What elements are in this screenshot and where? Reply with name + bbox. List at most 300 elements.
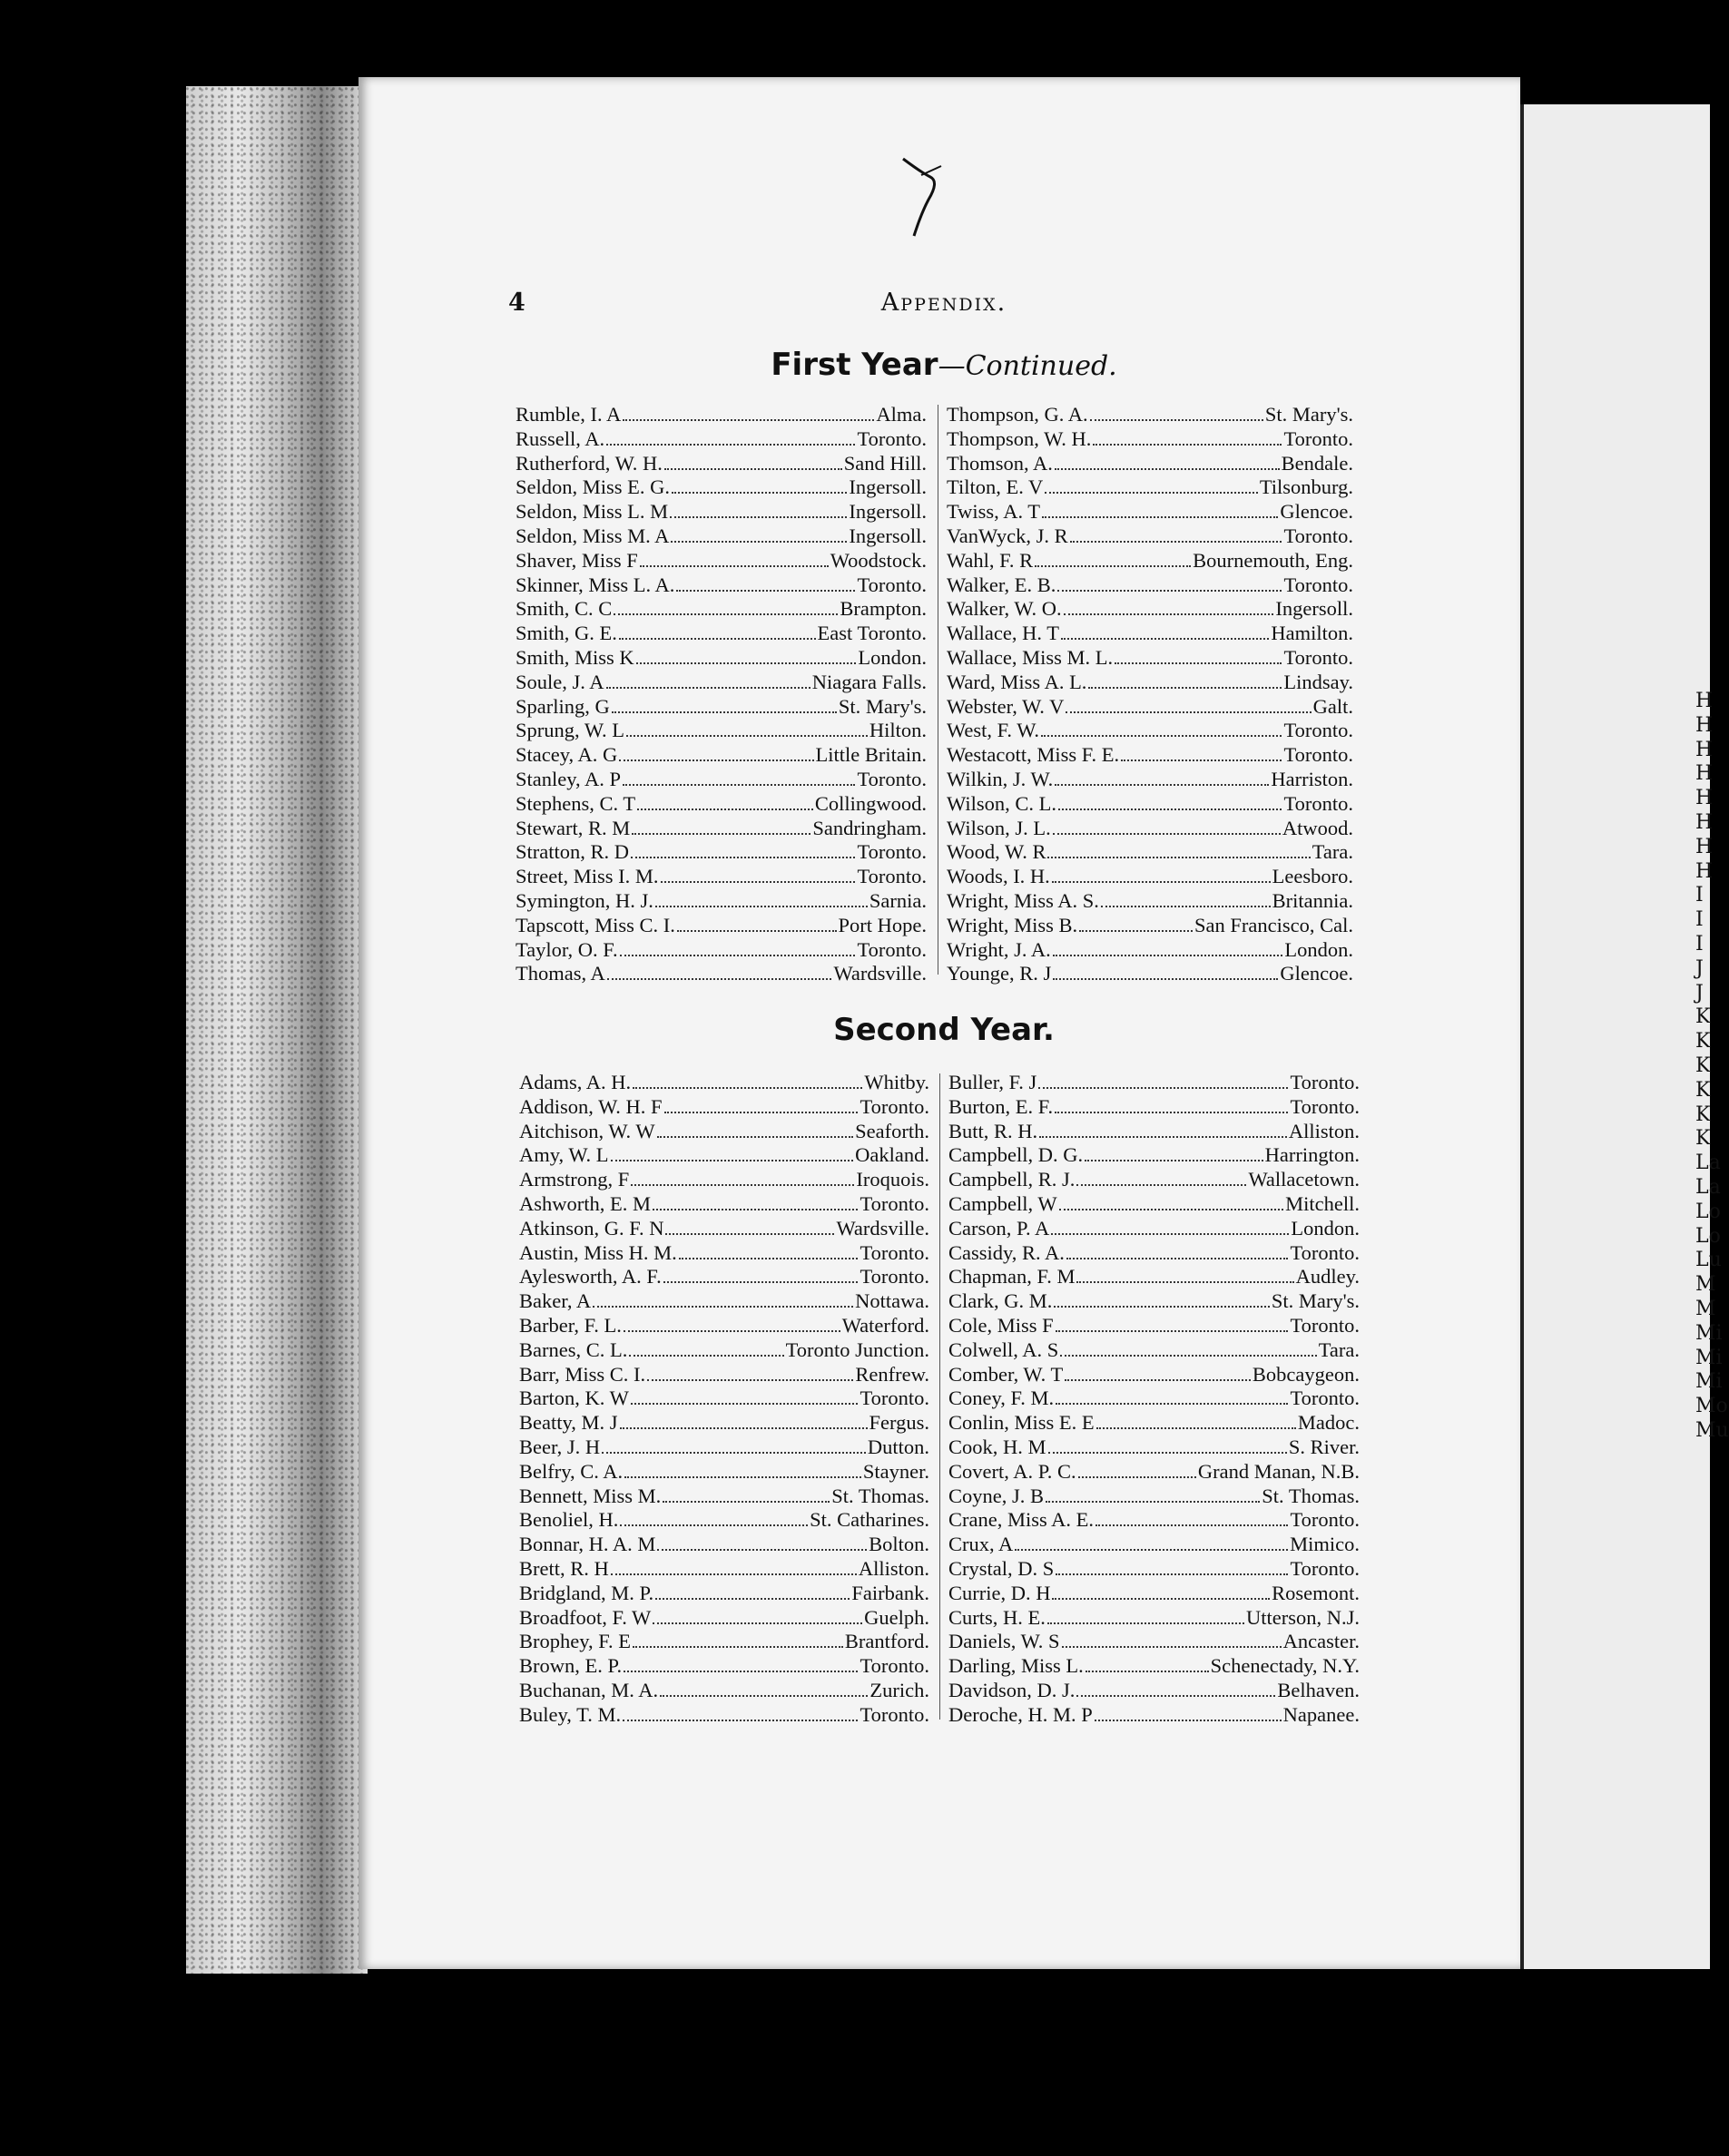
- dot-leader: [660, 1695, 868, 1697]
- hometown: Toronto.: [860, 1191, 929, 1215]
- dot-leader: [606, 444, 855, 446]
- roster-entry: [947, 719, 1353, 743]
- hometown: San Francisco, Cal.: [1194, 913, 1353, 936]
- facing-page-letter: M: [1695, 1273, 1716, 1297]
- roster-entry: [948, 1703, 1360, 1728]
- roster-entry: [947, 840, 1353, 865]
- dot-leader: [614, 613, 838, 615]
- roster-entry: [948, 1508, 1360, 1533]
- student-name: Barton, K. W: [519, 1387, 629, 1410]
- roster-entry: [948, 1533, 1360, 1557]
- facing-page-letter: H: [1695, 690, 1714, 712]
- hometown: Britannia.: [1272, 888, 1353, 912]
- roster-entry: [948, 1314, 1360, 1338]
- roster-entry: [947, 743, 1353, 768]
- hometown: Utterson, N.J.: [1246, 1605, 1360, 1629]
- hometown: Sand Hill.: [843, 451, 927, 475]
- facing-page-letter: K: [1695, 1054, 1711, 1077]
- facing-page-letter: J: [1695, 981, 1704, 1004]
- dot-leader: [624, 1330, 840, 1332]
- hometown: Toronto.: [1283, 426, 1353, 450]
- student-name: Webster, W. V: [947, 694, 1065, 718]
- student-name: Wright, J. A.: [947, 937, 1051, 961]
- dot-leader: [637, 808, 813, 810]
- hometown: Galt.: [1312, 694, 1353, 718]
- student-name: Addison, W. H. F: [519, 1094, 663, 1118]
- student-name: Woods, I. H.: [947, 865, 1050, 888]
- hometown: St. Catharines.: [810, 1508, 929, 1532]
- facing-page-letter: Lo: [1695, 1224, 1721, 1248]
- section-title-suffix: .: [1042, 1012, 1055, 1048]
- student-name: Smith, C. C: [516, 597, 613, 621]
- hometown: Tilsonburg.: [1259, 475, 1353, 499]
- student-name: Curts, H. E.: [948, 1605, 1046, 1629]
- student-name: Symington, H. J.: [516, 888, 653, 912]
- roster-entry: [947, 695, 1353, 720]
- dot-leader: [1046, 1501, 1260, 1503]
- facing-page-letter: K: [1695, 1005, 1711, 1029]
- hometown: Belhaven.: [1277, 1678, 1360, 1701]
- hometown: Wallacetown.: [1248, 1168, 1360, 1191]
- roster-entry: [947, 792, 1353, 817]
- dot-leader: [1055, 1112, 1288, 1113]
- second-year-left-column: [519, 1071, 929, 1728]
- facing-page-letter: K: [1695, 1127, 1711, 1151]
- roster-entry: [948, 1363, 1360, 1387]
- roster-entry: [947, 475, 1353, 500]
- roster-entry: [519, 1557, 929, 1582]
- student-name: Stewart, R. M: [516, 816, 631, 839]
- roster-entry: [519, 1654, 929, 1679]
- dot-leader: [1115, 662, 1282, 664]
- dot-leader: [1056, 1403, 1288, 1405]
- dot-leader: [663, 1501, 830, 1503]
- hometown: Alma.: [876, 403, 927, 426]
- facing-page-letter: K: [1695, 1078, 1711, 1102]
- hometown: St. Mary's.: [838, 694, 927, 718]
- hometown: East Toronto.: [817, 622, 927, 645]
- roster-entry: [519, 1071, 929, 1095]
- hometown: Atwood.: [1282, 816, 1353, 839]
- hometown: Wardsville.: [833, 962, 927, 985]
- hometown: Toronto.: [1283, 645, 1353, 669]
- student-name: Amy, W. L: [519, 1143, 609, 1167]
- student-name: Davidson, D. J.: [948, 1678, 1076, 1701]
- dot-leader: [1015, 1549, 1288, 1551]
- dot-leader: [1096, 1427, 1296, 1429]
- student-name: Younge, R. J: [947, 962, 1052, 985]
- hometown: St. Thomas.: [1262, 1484, 1360, 1507]
- dot-leader: [619, 638, 816, 640]
- hometown: Toronto.: [1290, 1508, 1360, 1532]
- hometown: Toronto.: [857, 767, 927, 790]
- roster-entry: [947, 768, 1353, 792]
- hometown: Niagara Falls.: [811, 670, 927, 693]
- student-name: Daniels, W. S: [948, 1630, 1060, 1653]
- roster-entry: [519, 1387, 929, 1411]
- roster-entry: [519, 1508, 929, 1533]
- facing-page-letter: La: [1695, 1152, 1721, 1175]
- hometown: Madoc.: [1297, 1411, 1360, 1435]
- student-name: Coyne, J. B: [948, 1484, 1045, 1507]
- roster-entry: [948, 1557, 1360, 1582]
- roster-entry: [948, 1143, 1360, 1168]
- student-name: West, F. W.: [947, 719, 1040, 742]
- student-name: Crane, Miss A. E.: [948, 1508, 1094, 1532]
- page-header: [508, 289, 1380, 325]
- hometown: Toronto.: [1283, 791, 1353, 815]
- student-name: Beer, J. H: [519, 1435, 601, 1458]
- roster-entry: [948, 1485, 1360, 1509]
- hometown: Fergus.: [869, 1411, 929, 1435]
- book-page-edges: [186, 86, 368, 1974]
- student-name: Buchanan, M. A.: [519, 1678, 659, 1701]
- hometown: Rosemont.: [1272, 1581, 1360, 1604]
- hometown: Ingersoll.: [1275, 597, 1353, 621]
- dot-leader: [664, 1112, 859, 1113]
- roster-entry: [948, 1436, 1360, 1460]
- hometown: S. River.: [1288, 1435, 1360, 1458]
- hometown: Guelph.: [864, 1605, 929, 1629]
- roster-entry: [519, 1630, 929, 1654]
- student-name: Stanley, A. P: [516, 767, 622, 790]
- dot-leader: [1054, 1306, 1269, 1308]
- roster-entry: [516, 914, 927, 938]
- hometown: Oakland.: [855, 1143, 929, 1167]
- dot-leader: [1042, 516, 1278, 518]
- roster-entry: [947, 865, 1353, 889]
- hometown: Toronto.: [857, 573, 927, 596]
- roster-entry: [947, 500, 1353, 524]
- hometown: Toronto.: [1290, 1071, 1360, 1093]
- student-name: Skinner, Miss L. A.: [516, 573, 675, 596]
- dot-leader: [1051, 1233, 1289, 1235]
- student-name: Atkinson, G. F. N: [519, 1216, 664, 1240]
- dot-leader: [623, 1720, 858, 1721]
- page-number: 4: [508, 289, 526, 317]
- dot-leader: [1052, 1598, 1270, 1600]
- roster-entry: [516, 719, 927, 743]
- hometown: St. Mary's.: [1264, 403, 1353, 426]
- hometown: Stayner.: [862, 1459, 929, 1483]
- roster-entry: [516, 865, 927, 889]
- roster-entry: [516, 524, 927, 549]
- student-name: Thompson, W. H.: [947, 426, 1092, 450]
- facing-page-letter: J: [1695, 956, 1704, 980]
- roster-entry: [947, 962, 1353, 986]
- roster-entry: [519, 1606, 929, 1631]
- hometown: Bendale.: [1281, 451, 1353, 475]
- dot-leader: [631, 1184, 854, 1186]
- facing-page-letter: Lu: [1695, 1249, 1722, 1272]
- student-name: Seldon, Miss M. A: [516, 524, 670, 547]
- dot-leader: [647, 1379, 853, 1381]
- roster-entry: [519, 1703, 929, 1728]
- dot-leader: [1062, 1646, 1282, 1648]
- roster-entry: [516, 427, 927, 452]
- student-name: Chapman, F. M: [948, 1265, 1076, 1289]
- student-name: Tilton, E. V: [947, 475, 1044, 499]
- hometown: Toronto.: [1290, 1556, 1360, 1580]
- hometown: Audley.: [1295, 1265, 1360, 1289]
- ink-mark: [894, 150, 948, 250]
- student-name: Brown, E. P.: [519, 1654, 623, 1678]
- student-name: Wright, Miss A. S.: [947, 888, 1099, 912]
- student-name: Twiss, A. T: [947, 500, 1041, 524]
- student-name: Burton, E. F.: [948, 1094, 1054, 1118]
- dot-leader: [631, 1403, 859, 1405]
- roster-entry: [516, 792, 927, 817]
- roster-entry: [516, 962, 927, 986]
- hometown: Toronto.: [1283, 743, 1353, 767]
- facing-page-letter: Mi: [1695, 1346, 1723, 1369]
- dot-leader: [1035, 565, 1191, 567]
- dot-leader: [629, 1355, 783, 1357]
- student-name: Darling, Miss L.: [948, 1654, 1084, 1678]
- roster-entry: [947, 597, 1353, 622]
- student-name: Campbell, W: [948, 1191, 1057, 1215]
- roster-entry: [516, 549, 927, 573]
- facing-page-letter: H: [1695, 810, 1714, 834]
- hometown: Port Hope.: [838, 913, 927, 936]
- dot-leader: [657, 1136, 854, 1138]
- dot-leader: [1085, 1160, 1263, 1161]
- dot-leader: [1093, 444, 1282, 446]
- student-name: Russell, A.: [516, 426, 605, 450]
- roster-entry: [948, 1241, 1360, 1266]
- hometown: Brampton.: [840, 597, 927, 621]
- hometown: Ingersoll.: [849, 475, 927, 499]
- student-name: Stacey, A. G: [516, 743, 618, 767]
- dot-leader: [607, 978, 832, 980]
- dot-leader: [671, 541, 847, 543]
- dot-leader: [626, 735, 868, 737]
- dot-leader: [677, 930, 837, 932]
- hometown: Dutton.: [867, 1435, 929, 1458]
- student-name: Tapscott, Miss C. I.: [516, 913, 675, 936]
- hometown: Tara.: [1318, 1338, 1360, 1361]
- student-name: Clark, G. M.: [948, 1289, 1053, 1313]
- hometown: Alliston.: [858, 1556, 929, 1580]
- hometown: Mitchell.: [1285, 1191, 1360, 1215]
- hometown: Leesboro.: [1272, 865, 1353, 888]
- roster-entry: [948, 1582, 1360, 1606]
- roster-entry: [947, 671, 1353, 695]
- facing-page-letter: M: [1695, 1297, 1716, 1320]
- hometown: Toronto.: [857, 865, 927, 888]
- second-year-right-column: [948, 1071, 1360, 1728]
- roster-entry: [519, 1120, 929, 1144]
- roster-entry: [947, 622, 1353, 646]
- dot-leader: [1079, 930, 1193, 932]
- hometown: Schenectady, N.Y.: [1210, 1654, 1360, 1678]
- dot-leader: [1066, 1258, 1289, 1259]
- student-name: Rumble, I. A: [516, 403, 622, 426]
- hometown: Bournemouth, Eng.: [1193, 548, 1353, 572]
- roster-entry: [947, 452, 1353, 476]
- hometown: Toronto.: [857, 426, 927, 450]
- hometown: Hilton.: [869, 719, 927, 742]
- student-name: Carson, P. A: [948, 1216, 1050, 1240]
- roster-entry: [519, 1192, 929, 1217]
- roster-entry: [947, 549, 1353, 573]
- dot-leader: [633, 1087, 862, 1089]
- hometown: Whitby.: [864, 1071, 929, 1093]
- roster-entry: [948, 1120, 1360, 1144]
- student-name: Taylor, O. F.: [516, 937, 618, 961]
- dot-leader: [1095, 1720, 1282, 1721]
- roster-entry: [947, 938, 1353, 963]
- dot-leader: [1090, 419, 1263, 421]
- student-name: Brett, R. H: [519, 1556, 609, 1580]
- roster-entry: [516, 695, 927, 720]
- dot-leader: [1065, 1379, 1251, 1381]
- dot-leader: [1088, 687, 1282, 689]
- student-name: Covert, A. P. C.: [948, 1459, 1076, 1483]
- dot-leader: [1057, 590, 1282, 592]
- roster-entry: [948, 1606, 1360, 1631]
- dot-leader: [661, 881, 856, 883]
- student-name: Seldon, Miss L. M: [516, 500, 669, 524]
- roster-entry: [948, 1411, 1360, 1436]
- first-year-right-column: [947, 403, 1353, 986]
- roster-entry: [948, 1460, 1360, 1485]
- roster-entry: [519, 1314, 929, 1338]
- student-name: Rutherford, W. H.: [516, 451, 663, 475]
- dot-leader: [664, 468, 842, 470]
- student-name: Westacott, Miss F. E.: [947, 743, 1120, 767]
- roster-entry: [519, 1241, 929, 1266]
- dot-leader: [1053, 955, 1283, 956]
- hometown: Sarnia.: [869, 888, 927, 912]
- roster-entry: [516, 671, 927, 695]
- dot-leader: [1059, 1209, 1284, 1210]
- facing-page-letter: I: [1695, 932, 1704, 956]
- student-name: Buley, T. M.: [519, 1702, 622, 1726]
- roster-entry: [947, 403, 1353, 427]
- section-title-first-year: [508, 347, 1380, 383]
- roster-entry: [516, 938, 927, 963]
- student-name: Walker, W. O.: [947, 597, 1062, 621]
- student-name: Aylesworth, A. F.: [519, 1265, 662, 1289]
- hometown: Toronto.: [1290, 1094, 1360, 1118]
- student-name: Wilkin, J. W.: [947, 767, 1054, 790]
- dot-leader: [657, 1549, 867, 1551]
- student-name: Sprung, W. L: [516, 719, 625, 742]
- dot-leader: [653, 1209, 858, 1210]
- dot-leader: [602, 1452, 866, 1454]
- dot-leader: [1060, 1355, 1316, 1357]
- hometown: Toronto.: [857, 937, 927, 961]
- dot-leader: [1038, 1087, 1288, 1089]
- hometown: Toronto Junction.: [785, 1338, 929, 1361]
- student-name: Wahl, F. R: [947, 548, 1034, 572]
- facing-page-letters: [1695, 690, 1729, 1444]
- student-name: Thomson, A.: [947, 451, 1053, 475]
- facing-page-letter: La: [1695, 1175, 1721, 1199]
- roster-entry: [947, 889, 1353, 914]
- roster-entry: [947, 427, 1353, 452]
- dot-leader: [1076, 1184, 1246, 1186]
- dot-leader: [1047, 1622, 1244, 1624]
- dot-leader: [620, 1524, 808, 1526]
- dot-leader: [623, 784, 855, 786]
- student-name: Brophey, F. E: [519, 1630, 631, 1653]
- student-name: Smith, Miss K: [516, 645, 634, 669]
- roster-entry: [516, 768, 927, 792]
- dot-leader: [655, 1598, 850, 1600]
- hometown: Ingersoll.: [849, 500, 927, 524]
- running-head: Appendix.: [880, 289, 1007, 317]
- facing-page-letter: H: [1695, 762, 1714, 786]
- student-name: Smith, G. E.: [516, 622, 617, 645]
- roster-entry: [516, 403, 927, 427]
- student-name: Benoliel, H.: [519, 1508, 619, 1532]
- facing-page-letter: Mi: [1695, 1321, 1723, 1345]
- student-name: Colwell, A. S: [948, 1338, 1059, 1361]
- hometown: Iroquois.: [856, 1168, 929, 1191]
- column-divider: [939, 1073, 940, 1720]
- roster-entry: [947, 646, 1353, 671]
- roster-entry: [948, 1387, 1360, 1411]
- facing-page-letter: Lo: [1695, 1200, 1721, 1223]
- student-name: Crux, A: [948, 1533, 1014, 1556]
- hometown: Toronto.: [860, 1387, 929, 1410]
- roster-entry: [519, 1411, 929, 1436]
- roster-entry: [519, 1143, 929, 1168]
- student-name: Bennett, Miss M.: [519, 1484, 662, 1507]
- roster-entry: [948, 1289, 1360, 1314]
- hometown: Harrington.: [1264, 1143, 1360, 1167]
- roster-entry: [519, 1168, 929, 1192]
- roster-entry: [519, 1460, 929, 1485]
- student-name: Barr, Miss C. I.: [519, 1362, 646, 1386]
- dot-leader: [1039, 1136, 1287, 1138]
- roster-entry: [519, 1485, 929, 1509]
- hometown: Brantford.: [844, 1630, 929, 1653]
- roster-entry: [519, 1095, 929, 1120]
- student-name: Shaver, Miss F: [516, 548, 638, 572]
- student-name: Campbell, D. G.: [948, 1143, 1084, 1167]
- dot-leader: [672, 492, 847, 494]
- hometown: Hamilton.: [1271, 622, 1353, 645]
- dot-leader: [1047, 857, 1310, 858]
- roster-entry: [516, 573, 927, 598]
- student-name: Butt, R. H.: [948, 1119, 1038, 1142]
- hometown: London.: [1284, 937, 1353, 961]
- hometown: Fairbank.: [851, 1581, 929, 1604]
- hometown: Ancaster.: [1282, 1630, 1360, 1653]
- facing-page-letter: K: [1695, 1102, 1711, 1126]
- dot-leader: [620, 955, 856, 956]
- student-name: VanWyck, J. R: [947, 524, 1068, 547]
- hometown: Glencoe.: [1280, 500, 1353, 524]
- section-title-main: First Year: [771, 347, 938, 383]
- roster-entry: [519, 1363, 929, 1387]
- dot-leader: [620, 1427, 868, 1429]
- roster-entry: [948, 1265, 1360, 1289]
- student-name: Adams, A. H.: [519, 1071, 632, 1093]
- student-name: Sparling, G: [516, 694, 610, 718]
- dot-leader: [1058, 808, 1282, 810]
- student-name: Cole, Miss F: [948, 1313, 1054, 1337]
- student-name: Beatty, M. J: [519, 1411, 618, 1435]
- hometown: Lindsay.: [1283, 670, 1353, 693]
- roster-entry: [519, 1679, 929, 1703]
- student-name: Buller, F. J: [948, 1071, 1037, 1093]
- dot-leader: [606, 687, 810, 689]
- facing-page-letter: K: [1695, 1030, 1711, 1054]
